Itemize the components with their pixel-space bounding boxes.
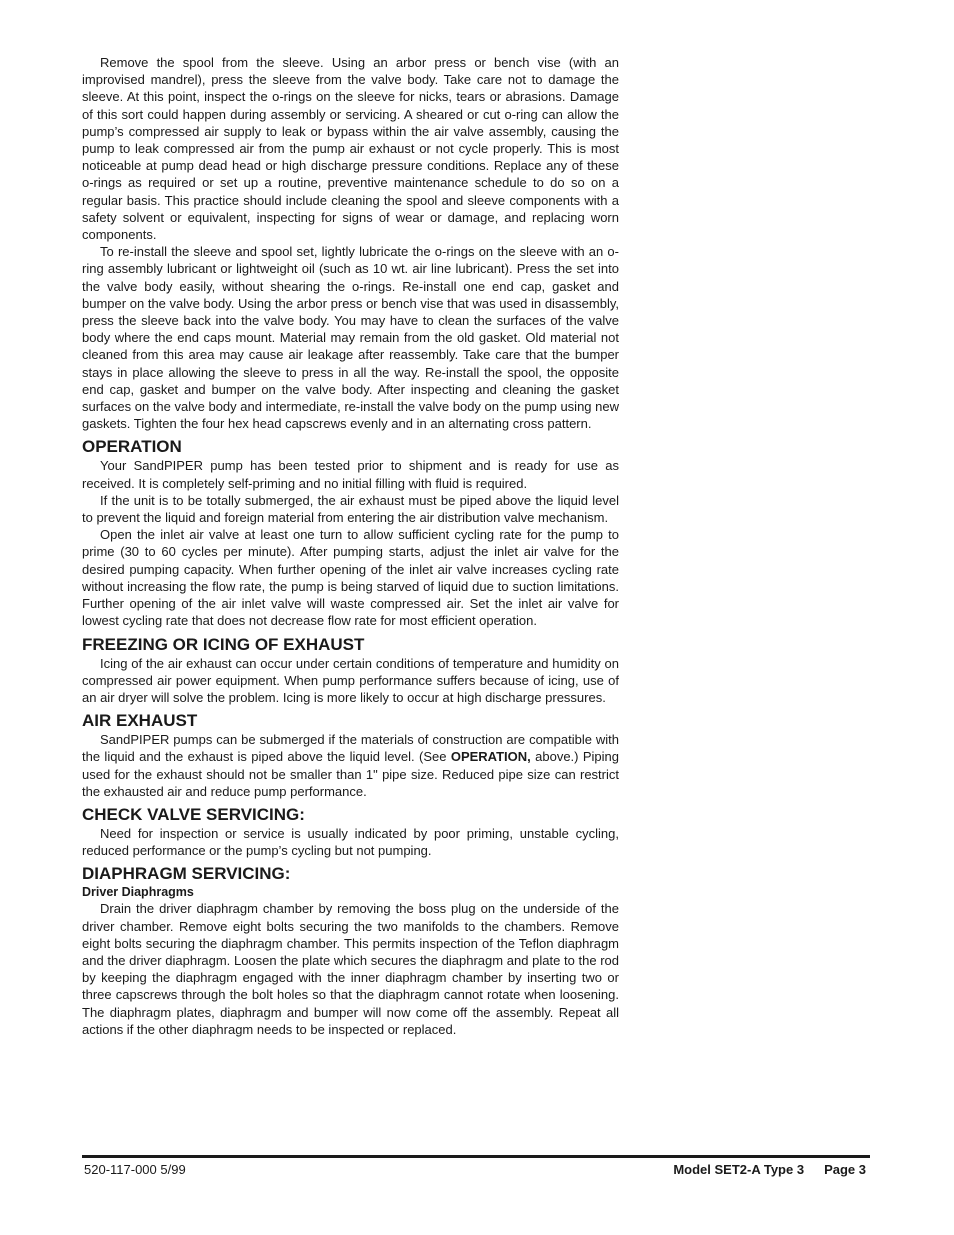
footer-doc-number: 520-117-000 5/99 bbox=[84, 1162, 186, 1177]
paragraph-spool-removal: Remove the spool from the sleeve. Using an arbor press or bench vise (with an improvised mandrel), press the sleeve from the valve body. Take care not to damage the sleeve. At this point, inspect the o-rings on the sleeve for nicks, tears or abrasions. Damage of this sort could happen during assembly or servicing. A sheared or cut o-ring can allow the pump’s compressed air supply to leak or bypass within the air valve assembly, causing the pump to leak compressed air from the pump air exhaust or not cycle properly. This is most noticeable at pump dead head or high discharge pressure conditions. Replace any of these o-rings as required or set up a routine, preventive maintenance schedule to do so on a regular basis. This practice should include cleaning the spool and sleeve components with a safety solvent or equivalent, inspecting for signs of wear or damage, and replacing worn components. bbox=[82, 55, 619, 243]
document-body bbox=[82, 54, 619, 1038]
air-exhaust-text-2: above.) Piping used for the exhaust should not be smaller than 1" pipe size. Reduced pipe size can restrict the exhausted air and reduce pump performance. bbox=[82, 749, 619, 799]
heading-diaphragm: DIAPHRAGM SERVICING: bbox=[82, 864, 291, 884]
operation-reference: OPERATION, bbox=[450, 749, 531, 765]
heading-check-valve: CHECK VALVE SERVICING: bbox=[82, 804, 305, 824]
subheading-driver-diaphragms: Driver Diaphragms bbox=[82, 885, 194, 900]
paragraph-operation-1: Your SandPIPER pump has been tested prior to shipment and is ready for use as received. It is completely self-priming and no initial filling with fluid is required. bbox=[82, 458, 619, 491]
paragraph-sleeve-reinstall: To re-install the sleeve and spool set, lightly lubricate the o-rings on the sleeve with an o-ring assembly lubricant or lightweight oil (such as 10 wt. air line lubricant). Press the set into the valve body easily, without shearing the o-rings. Re-install one end cap, gasket and bumper on the valve body. Using the arbor press or bench vise that was used in disassembly, press the sleeve back into the valve body. You may have to clean the surfaces of the valve body where the end caps mount. Material may remain from the old gasket. Old material not cleaned from this area may cause air leakage after reassembly. Take care that the bumper stays in place allowing the sleeve to press in all the way. Re-install the spool, the opposite end cap, gasket and bumper on the valve body. After inspecting and cleaning the gasket surfaces on the valve body and intermediate, re-install the valve body on the pump using new gaskets. Tighten the four hex head capscrews evenly and in an alternating cross pattern. bbox=[82, 244, 619, 432]
footer-rule bbox=[82, 1155, 870, 1158]
heading-air-exhaust: AIR EXHAUST bbox=[82, 711, 198, 731]
paragraph-operation-3: Open the inlet air valve at least one turn to allow sufficient cycling rate for the pump to prime (30 to 60 cycles per minute). After pumping starts, adjust the inlet air valve for the desired pumping capacity. When further opening of the inlet air valve increases cycling rate without increasing the flow rate, the pump is being starved of liquid due to suction limitations. Further opening of the air inlet valve will waste compressed air. Set the inlet air valve for lowest cycling rate that does not decrease flow rate for most efficient operation. bbox=[82, 527, 619, 629]
paragraph-air-exhaust bbox=[82, 731, 619, 800]
paragraph-operation-2: If the unit is to be totally submerged, the air exhaust must be piped above the liquid level to prevent the liquid and foreign material from entering the air distribution valve mechanism. bbox=[82, 492, 619, 526]
heading-freezing: FREEZING OR ICING OF EXHAUST bbox=[82, 634, 365, 654]
footer-model-page bbox=[673, 1162, 866, 1177]
air-exhaust-text-1: SandPIPER pumps can be submerged if the materials of construction are compatible with the liquid and the exhaust is piped above the liquid level. (See bbox=[82, 732, 619, 765]
footer-model: Model SET2-A Type 3 bbox=[673, 1162, 805, 1177]
paragraph-check-valve: Need for inspection or service is usually indicated by poor priming, unstable cycling, reduced performance or the pump’s cycling but not pumping. bbox=[82, 825, 619, 859]
paragraph-diaphragm: Drain the driver diaphragm chamber by removing the boss plug on the underside of the driver chamber. Remove eight bolts securing the two manifolds to the chambers. Remove eight bolts securing the diaphragm chamber. This permits inspection of the Teflon diaphragm and the driver diaphragm. Loosen the plate which secures the diaphragm and plate to the rod by keeping the diaphragm engaged with the inner diaphragm chamber by inserting two or three capscrews through the bolt holes so that the diaphragm cannot rotate when loosening. The diaphragm plates, diaphragm and bumper will now come off the assembly. Repeat all actions if the other diaphragm needs to be inspected or replaced. bbox=[82, 901, 619, 1037]
heading-operation: OPERATION bbox=[82, 437, 182, 457]
paragraph-freezing: Icing of the air exhaust can occur under certain conditions of temperature and humidity on compressed air power equipment. When pump performance suffers because of icing, use of an air dryer will solve the problem. Icing is more likely to occur at high discharge pressures. bbox=[82, 655, 619, 705]
footer-page-number: Page 3 bbox=[824, 1162, 866, 1177]
